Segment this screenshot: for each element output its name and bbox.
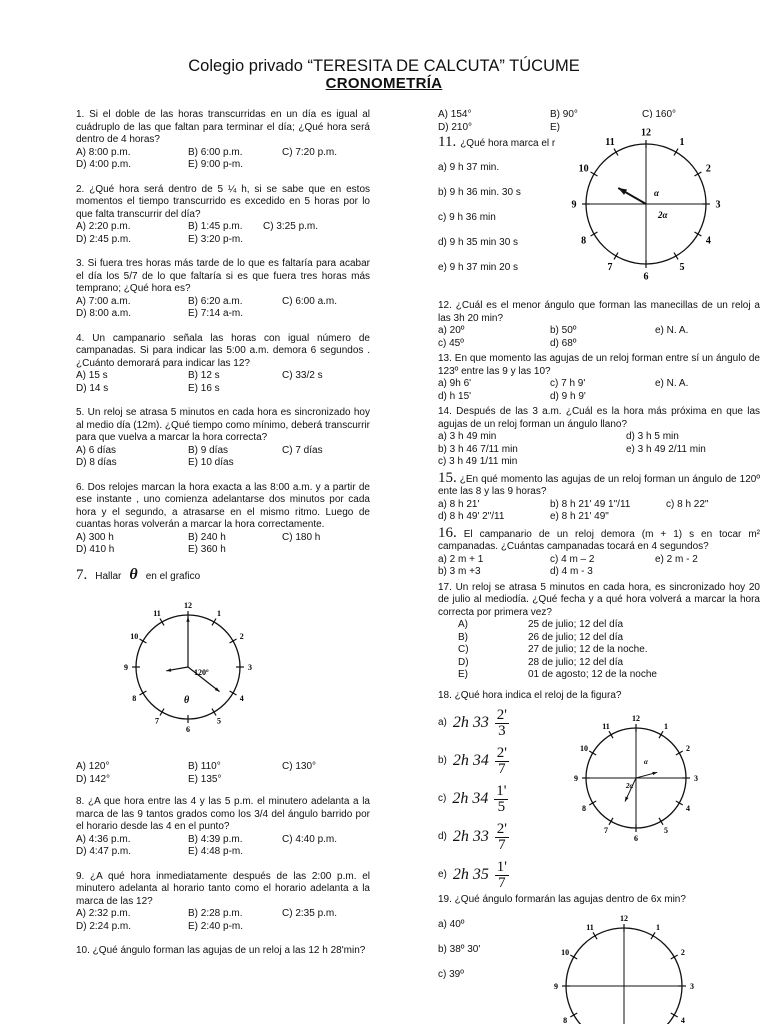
clock-number: 6 [634, 833, 638, 843]
question-4: 4. Un campanario señala las horas con igual número de campanadas. Si para indicar las 5:00 a.m. demora 6 segundos . ¿Cuánto demorará para indicar las 12? A) 15 s B) 12 s C) 33/2 s D) 14 s E) 16 s [76, 332, 370, 394]
question-10-options: A) 154° B) 90° C) 160° D) 210° E) 180° [438, 109, 677, 133]
answer-options: A) 15 s B) 12 s C) 33/2 s D) 14 s E) 16 s [76, 370, 323, 394]
question-15: 15. ¿En qué momento las agujas de un reloj forman un ángulo de 120º ente las 8 y las 9 horas? a) 8 h 21' b) 8 h 21' 49 1"/11 c) 8 h 22" d) 8 h 49' 2"/11 e) 8 h 21' 49" [438, 469, 760, 522]
hour-tick [212, 709, 216, 716]
hour-tick [694, 232, 701, 236]
clock-number: 5 [217, 716, 221, 726]
clock-number: 11 [586, 922, 594, 932]
hand-arrowhead [625, 796, 629, 801]
hour-tick [659, 817, 663, 824]
hour-tick [230, 639, 237, 643]
clock-number: 5 [679, 261, 685, 273]
answer-options: a) 20º b) 50º e) N. A. c) 45º d) 68º [438, 325, 689, 349]
clock-number: 8 [581, 235, 587, 247]
clock-number: 8 [582, 803, 587, 813]
alpha-label: α [654, 188, 659, 198]
hour-tick [160, 709, 164, 716]
clock-number: 2 [239, 631, 244, 641]
clock-number: 9 [124, 662, 128, 672]
hand-arrowhead [618, 188, 627, 195]
hour-tick [212, 619, 216, 626]
question-9: 9. ¿A qué hora inmediatamente después de las 2:00 p.m. el minutero adelanta al horario tanto como el horario adelanta a la marca de las 12? A) 2:32 p.m. B) 2:28 p.m. C) 2:35 p.m. D) 2:24 p.m. E) 2:40 p-m. [76, 870, 370, 932]
hour-tick [659, 731, 663, 738]
clock-number: 3 [248, 662, 252, 672]
answer-options: A) 4:36 p.m. B) 4:39 p.m. C) 4:40 p.m. D) 4:47 p.m. E) 4:48 p-m. [76, 833, 338, 857]
question-1: 1. Si el doble de las horas transcurridas en un día es igual al cuádruplo de las que faltan para terminar el día; ¿Qué hora será dentro de 4 horas? A) 8:00 p.m. B) 6:00 p.m. C) 7:20 p.m. D) 4:00 p.m. E) 9:00 p-m. [76, 109, 370, 170]
clock-figure-q18 [560, 706, 710, 842]
hour-tick [591, 172, 598, 176]
clock-number: 1 [217, 609, 221, 619]
clock-figure-q11 [562, 118, 732, 283]
hour-tick [160, 619, 164, 626]
clock-number: 10 [561, 947, 570, 957]
answer-options: A) 2:32 p.m. B) 2:28 p.m. C) 2:35 p.m. D) 2:24 p.m. E) 2:40 p-m. [76, 908, 338, 932]
question-19: 19. ¿Qué ángulo formarán las agujas dentro de 6x min? a) 40º b) 38º 30' c) 39º 12 1 2 3 4 8 9 10 11 [438, 894, 760, 994]
left-column [76, 109, 370, 970]
clock-number: 9 [574, 773, 578, 783]
hour-tick [570, 955, 577, 959]
hand-arrowhead [186, 617, 189, 622]
question-17: 17. Un reloj se atrasa 5 minutos en cada hora, es sincronizado hoy 20 de julio al mediodía. ¿Qué fecha y a qué hora volverá a marcar la hora correcta por primera vez? A) 25 de julio; 12 del día B) 26 de julio; 12 del día C) 27 de julio; 12 de la noche. D) 28 de julio; 12 del día E) 01 de agosto; 12 de la noche [438, 581, 760, 680]
clock-number: 12 [632, 713, 640, 723]
answer-options: A) 7:00 a.m. B) 6:20 a.m. C) 6:00 a.m. D) 8:00 a.m. E) 7:14 a-m. [76, 295, 338, 319]
clock-number: 2 [680, 947, 685, 957]
hour-tick [651, 932, 655, 939]
question-8: 8. ¿A que hora entre las 4 y las 5 p.m. el minutero adelanta a la marca de las 9 tantos grados como los 3/4 del ángulo barrido por el horario desde las 4 en el punto? A) 4:36 p.m. B) 4:39 p.m. C) 4:40 p.m. D) 4:47 p.m. E) 4:48 p-m. [76, 796, 370, 857]
clock-number: 11 [153, 609, 161, 619]
hour-tick [609, 817, 613, 824]
clock-number: 2 [705, 163, 711, 175]
clock-number: 1 [656, 922, 660, 932]
hour-tick [140, 691, 147, 695]
hour-tick [671, 955, 678, 959]
clock-number: 9 [571, 199, 577, 211]
question-18: 18. ¿Qué hora indica el reloj de la figura? a) 2h 33 $\frac{2'}{3}$ b) 2h 34 $\frac{2'}{7}$ c) 2h 34 $\frac{1'}{5}$ d) 2h 33 $\frac{2'}{7}$ e) 2h 35 $\frac{1'}{7}$ 12 1 2 3 4 5 6 7 8 9 10 11 α 2α [438, 690, 760, 894]
clock-number: 8 [132, 693, 137, 703]
question-16: 16. El campanario de un reloj demora (m + 1) s en tocar m² campanadas. ¿Cuántas campanadas tocará en 4 segundos? a) 2 m + 1 c) 4 m – 2 e) 2 m - 2 b) 3 m +3 d) 4 m - 3 [438, 524, 761, 577]
clock-number: 12 [620, 913, 628, 923]
hour-tick [674, 252, 678, 259]
hour-tick [589, 801, 596, 805]
question-10: 10. ¿Qué ángulo forman las agujas de un reloj a las 12 h 28'min? [76, 945, 366, 956]
clock-number: 3 [715, 199, 721, 211]
alpha-label: α [644, 757, 648, 766]
hour-tick [674, 149, 678, 156]
clock-number: 1 [679, 137, 685, 149]
hour-tick [591, 232, 598, 236]
hand-arrowhead [652, 771, 657, 774]
clock-number: 7 [155, 716, 159, 726]
question-6: 6. Dos relojes marcan la hora exacta a las 8:00 a.m. y a partir de ese instante , uno comienza adelantarse dos minutos por cada hora y el segundo, a atrasarse en el mismo ritmo. Luego de cuantas horas volverán a marcar la hora correctamente. A) 300 h B) 240 h C) 180 h D) 410 h E) 360 h [76, 481, 370, 555]
clock-number: 9 [554, 981, 558, 991]
clock-number: 11 [602, 721, 610, 731]
hour-tick [593, 932, 597, 939]
clock-number: 10 [578, 163, 589, 175]
clock-number: 3 [694, 773, 698, 783]
hour-tick [614, 252, 618, 259]
hour-tick [570, 1013, 577, 1017]
answer-options: a) 3 h 49 min d) 3 h 5 min b) 3 h 46 7/11 min e) 3 h 49 2/11 min c) 3 h 49 1/11 min [438, 431, 706, 467]
clock-number: 10 [130, 631, 139, 641]
hour-tick [671, 1013, 678, 1017]
two-alpha-label: 2α [658, 210, 668, 220]
answer-options: A) 25 de julio; 12 del día B) 26 de julio; 12 del día C) 27 de julio; 12 de la noche. D) 28 de julio; 12 del día E) 01 de agosto; 12 de la noche [458, 619, 657, 680]
hour-tick [609, 731, 613, 738]
clock-number: 2 [685, 743, 690, 753]
answer-options: a) 8 h 21' b) 8 h 21' 49 1"/11 c) 8 h 22" d) 8 h 49' 2"/11 e) 8 h 21' 49" [438, 498, 709, 522]
hour-tick [676, 801, 683, 805]
answer-options: A) 120° B) 110° C) 130° D) 142° E) 135° [76, 761, 317, 785]
page-title: Colegio privado “TERESITA DE CALCUTA” TÚCUME [188, 57, 580, 75]
clock-number: 5 [664, 825, 668, 835]
question-7: 7. Hallar θ en el grafico 12 1 2 3 4 5 6 7 8 9 10 11 120º θ A) 120° B) 110° C) 130° D) 142° E) 135° [76, 569, 370, 787]
clock-number: 7 [607, 261, 613, 273]
hour-tick [589, 751, 596, 755]
theta-label: θ [184, 695, 190, 706]
clock-number: 11 [605, 137, 615, 149]
clock-number: 7 [604, 825, 608, 835]
question-3: 3. Si fuera tres horas más tarde de lo que es faltaría para acabar el día los 5/7 de lo que faltaría si es que fuera tres horas más temprano; ¿Qué hora es? A) 7:00 a.m. B) 6:20 a.m. C) 6:00 a.m. D) 8:00 a.m. E) 7:14 a-m. [76, 258, 370, 319]
answer-options: A) 300 h B) 240 h C) 180 h D) 410 h E) 360 h [76, 531, 321, 555]
two-alpha-label: 2α [626, 781, 634, 790]
hour-tick [230, 691, 237, 695]
question-14: 14. Después de las 3 a.m. ¿Cuál es la hora más próxima en que las agujas de un reloj forman un ángulo llano? a) 3 h 49 min d) 3 h 5 min b) 3 h 46 7/11 min e) 3 h 49 2/11 min c) 3 h 49 1/11 min [438, 406, 760, 467]
question-11: 11. ¿Qué hora marca el r a) 9 h 37 min. b) 9 h 36 min. 30 s c) 9 h 36 min d) 9 h 35 min 30 s e) 9 h 37 min 20 s 12 1 2 3 4 5 6 7 8 9 10 11 α 2α [438, 136, 760, 292]
hour-tick [614, 149, 618, 156]
right-column [438, 109, 761, 1024]
answer-options: A) 2:20 p.m. B) 1:45 p.m. C) 3:25 p.m. D) 2:45 p.m. E) 3:20 p-m. [76, 221, 319, 245]
answer-options: A) 6 días B) 9 días C) 7 días D) 8 días E) 10 días [76, 444, 323, 468]
clock-number: 3 [690, 981, 694, 991]
clock-number: 8 [563, 1015, 568, 1024]
page-subtitle: CRONOMETRÍA [325, 75, 443, 92]
hour-tick [694, 172, 701, 176]
answer-options: A) 8:00 p.m. B) 6:00 p.m. C) 7:20 p.m. D) 4:00 p.m. E) 9:00 p-m. [76, 146, 338, 170]
clock-number: 6 [186, 724, 190, 734]
angle-120-label: 120º [194, 668, 209, 677]
question-12: 12. ¿Cuál es el menor ángulo que forman las manecillas de un reloj a las 3h 20 min? a) 20º b) 50º e) N. A. c) 45º d) 68º [438, 300, 760, 349]
clock-number: 12 [184, 600, 192, 610]
clock-number: 4 [680, 1015, 685, 1024]
clock-number: 10 [580, 743, 589, 753]
clock-number: 4 [239, 693, 244, 703]
clock-number: 6 [643, 271, 649, 283]
answer-options: a) 2 m + 1 c) 4 m – 2 e) 2 m - 2 b) 3 m +3 d) 4 m - 3 [438, 553, 698, 577]
question-5: 5. Un reloj se atrasa 5 minutos en cada hora es sincronizado hoy al medio día (12m). ¿Qué tiempo como mínimo, deberá transcurrir para que vuelva a marcar la hora correcta? A) 6 días B) 9 días C) 7 días D) 8 días E) 10 días [76, 407, 370, 468]
clock-number: 4 [705, 235, 711, 247]
hour-tick [676, 751, 683, 755]
question-13: 13. En que momento las agujas de un reloj forman entre sí un ángulo de 123º entre las 9 y las 10? a) 9h 6' c) 7 h 9' e) N. A. d) h 15' d) 9 h 9' [438, 353, 760, 402]
clock-number: 4 [685, 803, 690, 813]
clock-number: 12 [641, 127, 651, 139]
question-2: 2. ¿Qué hora será dentro de 5 ¼ h, si se sabe que en estos momentos el tiempo transcurrido es excedido en 5 horas por lo que falta transcurrir del día? A) 2:20 p.m. B) 1:45 p.m. C) 3:25 p.m. D) 2:45 p.m. E) 3:20 p-m. [76, 183, 370, 245]
answer-options: a) 2h 33 $\frac{2'}{3}$ b) 2h 34 $\frac{2'}{7}$ c) 2h 34 $\frac{1'}{5}$ d) 2h 33 $\frac{2'}{7}$ e) 2h 35 $\frac{1'}{7}$ [438, 707, 507, 891]
hour-tick [140, 639, 147, 643]
answer-options: a) 9h 6' c) 7 h 9' e) N. A. d) h 15' d) 9 h 9' [438, 378, 689, 402]
clock-number: 1 [664, 721, 668, 731]
clock-figure-q7 [76, 583, 316, 761]
